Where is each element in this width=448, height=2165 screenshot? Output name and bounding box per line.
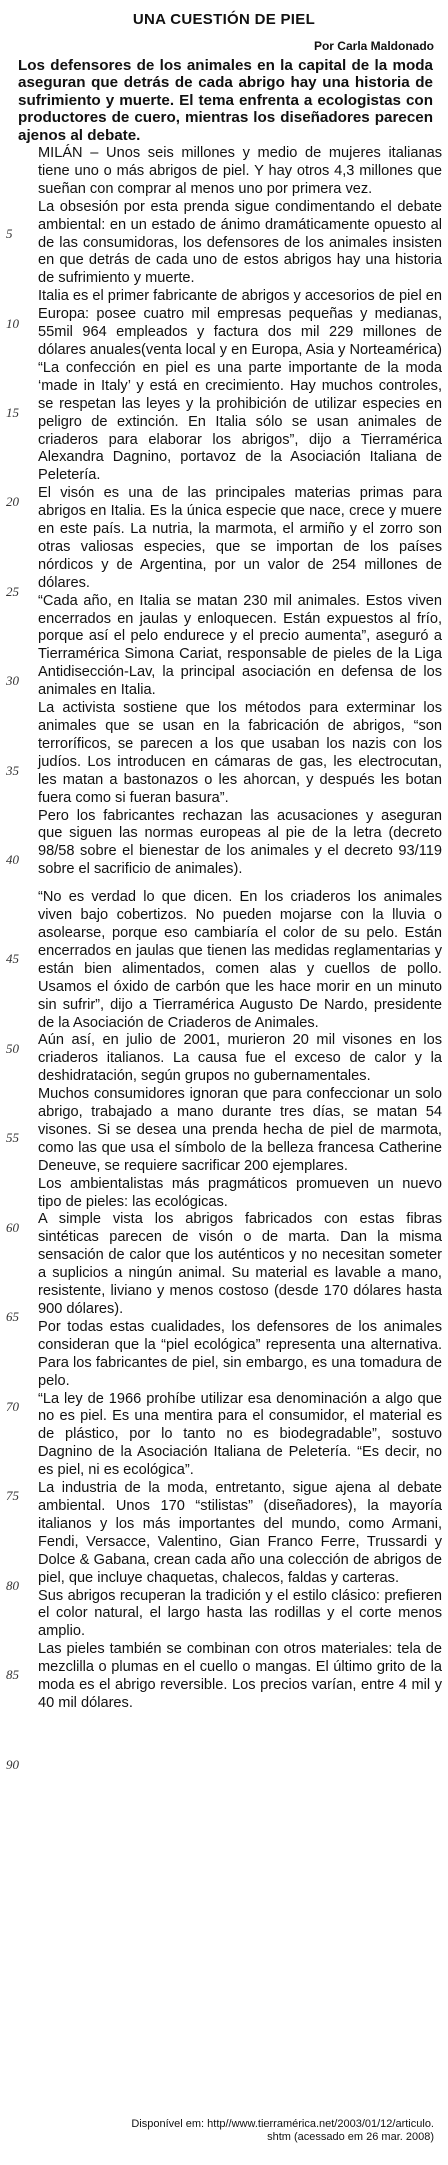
article-lead: Los defensores de los animales en la capital de la moda aseguran que detrás de cada abrigo hay una historia de sufrimiento y muerte. El tema enfrenta a ecologistas con productores de cuero, mientras los diseñadores parecen ajenos al debate. <box>18 57 433 144</box>
article-paragraph: La obsesión por esta prenda sigue condimentando el debate ambiental: en un estado de ánimo dramáticamente opuesto al de las consumidoras, los defensores de los animales insisten en que detrás de cada uno de estos abrigos hay una historia de sufrimiento y muerte. <box>38 198 442 287</box>
article-paragraph: El visón es una de las principales materias primas para abrigos en Italia. Es la única especie que nace, crece y muere en este país. La nutria, la marmota, el armiño y el zorro son otras valiosas especies, que se importan de los países nórdicos y de Argentina, por un valor de 254 millones de dólares. <box>38 485 442 591</box>
line-number: 15 <box>6 405 19 420</box>
line-number: 80 <box>6 1578 19 1593</box>
line-number: 20 <box>6 494 19 509</box>
article-paragraph: “No es verdad lo que dicen. En los criaderos los animales viven bajo cobertizos. No pueden mojarse con la lluvia o asolearse, porque eso cambiaría el color de su pelo. Están encerrados en jaulas que tienen las medidas reglamentarias y están bien alimentados, comen alas y cuellos de pollo. Usamos el óxido de carbón que les hace morir en un minuto sin sufrir”, dijo a Tierramérica Augusto De Nardo, presidente de la Asociación de Criaderos de Animales. <box>38 889 442 1031</box>
line-number: 30 <box>6 673 19 688</box>
article-title: UNA CUESTIÓN DE PIEL <box>132 11 316 28</box>
line-number: 10 <box>6 316 19 331</box>
article-paragraph: A simple vista los abrigos fabricados con estas fibras sintéticas parecen de visón o de marta. Dan la misma sensación de calor que los auténticos y no necesitan someter a suplicios a ningún animal. Su material es lavable a mano, resistente, liviano y menos costoso (desde 170 dólares hasta 900 dólares). <box>38 1211 442 1317</box>
line-number: 70 <box>6 1399 19 1414</box>
article-paragraph: Italia es el primer fabricante de abrigos y accesorios de piel en Europa: posee cuatro mil empresas pequeñas y medianas, 55mil 964 empleados y factura dos mil 229 millones de dólares anuales(venta local y en Europa, Asia y Norteamérica) <box>38 288 442 358</box>
article-paragraph: Las pieles también se combinan con otros materiales: tela de mezclilla o plumas en el cuello o mangas. El último grito de la moda es el abrigo reversible. Los precios varían, entre 4 mil y 40 mil dólares. <box>38 1641 442 1711</box>
line-number: 85 <box>6 1667 19 1682</box>
line-number: 90 <box>6 1757 19 1772</box>
article-paragraph: “La confección en piel es una parte importante de la moda ‘made in Italy’ y está en crecimiento. Hay muchos controles, se respetan las leyes y la prohibición de utilizar especies en peligro de extinción. En Italia sólo se usan animales de criaderos para elaborar los abrigos”, dijo a Tierramérica Alexandra Dagnino, portavoz de la Asociación Italiana de Peletería. <box>38 359 442 484</box>
line-number: 45 <box>6 951 19 966</box>
source-access-date: shtm (acessado em 26 mar. 2008) <box>267 2131 434 2143</box>
article-paragraph: Los ambientalistas más pragmáticos promueven un nuevo tipo de pieles: las ecológicas. <box>38 1175 442 1210</box>
line-number: 25 <box>6 584 19 599</box>
article-paragraph: Por todas estas cualidades, los defensores de los animales consideran que la “piel ecológica” representa una alternativa. Para los fabricantes de piel, sin embargo, es una tomadura de pelo. <box>38 1318 442 1389</box>
source-citation <box>104 2118 434 2144</box>
article-paragraph: “Cada año, en Italia se matan 230 mil animales. Estos viven encerrados en jaulas y enloquecen. Están expuestos al frío, porque así el pelo endurece y el precio aumenta”, aseguró a Tierramérica Simona Cariat, responsable de pieles de la Liga Antidisección-Lav, la principal asociación en defensa de los animales en Italia. <box>38 592 442 699</box>
line-number: 55 <box>6 1130 19 1145</box>
line-number: 60 <box>6 1220 19 1235</box>
article-paragraph: Pero los fabricantes rechazan las acusaciones y aseguran que siguen las normas europeas al pie de la letra (decreto 98/58 sobre el bienestar de los animales y el decreto 93/119 sobre el sacrificio de animales). <box>38 807 442 878</box>
line-number: 35 <box>6 763 19 778</box>
line-number: 50 <box>6 1041 19 1056</box>
line-number: 65 <box>6 1309 19 1324</box>
line-number: 5 <box>6 226 13 241</box>
article-paragraph: Muchos consumidores ignoran que para confeccionar un solo abrigo, trabajado a mano durante tres días, se matan 54 visones. Si se desea una prenda hecha de piel de marmota, como las que usa el símbolo de la belleza francesa Catherine Deneuve, se requiere sacrificar 200 ejemplares. <box>38 1086 442 1174</box>
article-paragraph: Aún así, en julio de 2001, murieron 20 mil visones en los criaderos italianos. La causa fue el exceso de calor y la deshidratación, según grupos no gubernamentales. <box>38 1032 442 1085</box>
line-number: 40 <box>6 852 19 867</box>
article-paragraph: La activista sostiene que los métodos para exterminar los animales que se usan en la fabricación de abrigos, “son terroríficos, se parecen a los que usaban los nazis con los judíos. Los introducen en cámaras de gas, les electrocutan, les matan a bastonazos o les ahorcan, y después les botan fuera como si fueran basura”. <box>38 700 442 806</box>
article-paragraph: Sus abrigos recuperan la tradición y el estilo clásico: prefieren el color natural, el largo hasta las rodillas y el corte menos amplio. <box>38 1587 442 1640</box>
article-body <box>38 145 442 1713</box>
article-byline: Por Carla Maldonado <box>313 39 434 53</box>
line-number: 75 <box>6 1488 19 1503</box>
article-paragraph: La industria de la moda, entretanto, sigue ajena al debate ambiental. Unos 170 “stilistas” (diseñadores), la mayoría italianos y los más importantes del mundo, como Armani, Fendi, Versacce, Valentino, Gian Franco Ferre, Trussardi y Dolce & Gabana, crean cada año una colección de abrigos de piel, que incluye chaquetas, chalecos, faldas y carteras. <box>38 1480 442 1586</box>
article-paragraph: “La ley de 1966 prohíbe utilizar esa denominación a algo que no es piel. Es una mentira para el consumidor, el material es de plástico, por lo tanto no es biodegradable”, sostuvo Dagnino de la Asociación Italiana de Peletería. “Es decir, no es piel, ni es ecológica”. <box>38 1390 442 1479</box>
article-paragraph: MILÁN – Unos seis millones y medio de mujeres italianas tiene uno o más abrigos de piel. Y hay otros 4,3 millones que sueñan con comprar al menos uno por primera vez. <box>38 145 442 197</box>
source-url-line: Disponível em: http//www.tierramérica.net/2003/01/12/articulo. <box>131 2118 434 2130</box>
